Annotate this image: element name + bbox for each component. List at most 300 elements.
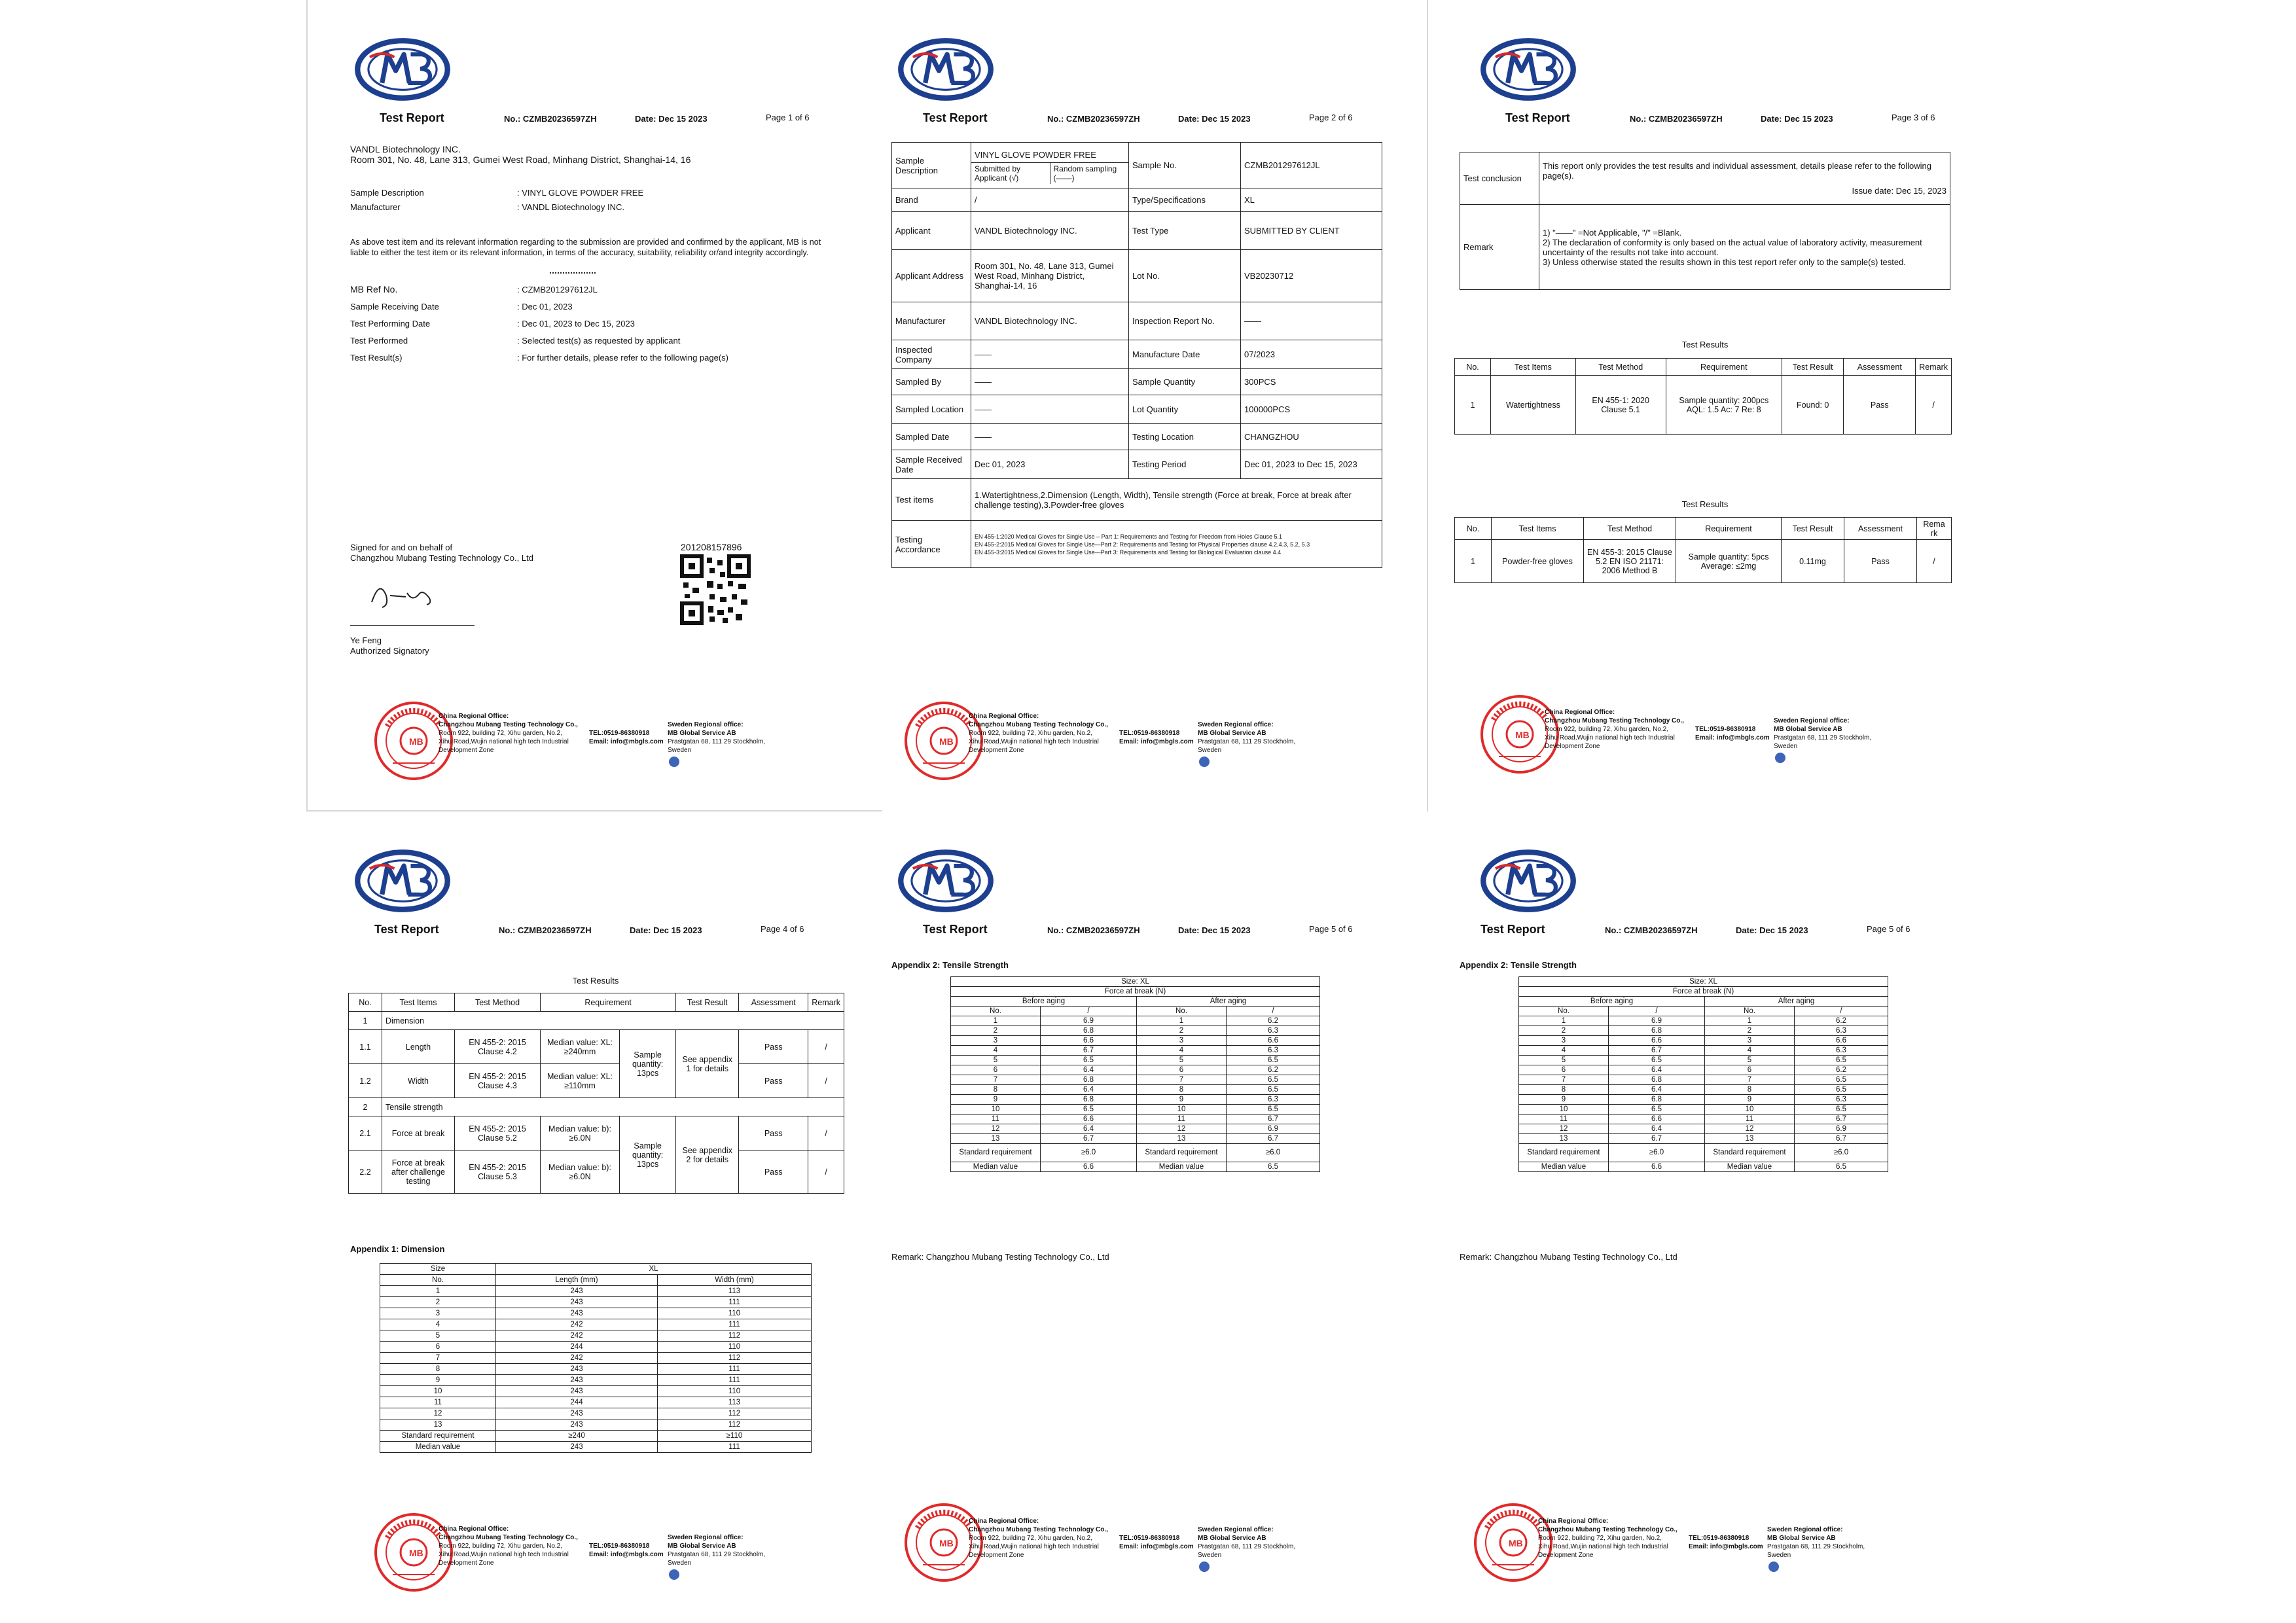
report-number: No.: CZMB20236597ZH: [1605, 925, 1698, 935]
table-cell: 6.7: [1041, 1046, 1137, 1056]
report-date: Date: Dec 15 2023: [1761, 114, 1833, 124]
table-cell: ≥6.0: [1227, 1144, 1320, 1162]
report-date: Date: Dec 15 2023: [1178, 114, 1251, 124]
table-cell: /: [808, 1064, 844, 1098]
table-row: [951, 1085, 1320, 1095]
office-email[interactable]: Email: info@mbgls.com: [1119, 1543, 1194, 1550]
table-cell: 13: [1519, 1134, 1609, 1144]
appendix-2-title: Appendix 2: Tensile Strength: [1460, 960, 1577, 970]
office-email[interactable]: Email: info@mbgls.com: [1695, 734, 1770, 741]
test-type-value: SUBMITTED BY CLIENT: [1241, 212, 1382, 250]
table-cell: 6.7: [1609, 1134, 1705, 1144]
table-cell: 113: [658, 1286, 812, 1297]
report-header: [923, 111, 1394, 131]
report-title: Test Report: [1505, 111, 1570, 124]
office-email[interactable]: Email: info@mbgls.com: [1119, 738, 1194, 745]
table-cell: 6.9: [1041, 1016, 1137, 1026]
table-row: [951, 1124, 1320, 1134]
client-address: Room 301, No. 48, Lane 313, Gumei West Road, Minhang District, Shanghai-14, 16: [350, 154, 691, 165]
table-row: [380, 1286, 812, 1297]
sampled-location-value: ——: [971, 395, 1129, 424]
office-tel: TEL:0519-86380918: [1695, 726, 1756, 733]
mb-logo-icon: [1479, 37, 1577, 102]
sample-no-value: CZMB201297612JL: [1241, 143, 1382, 188]
table-cell: 13: [951, 1134, 1041, 1144]
table-cell: /: [808, 1150, 844, 1194]
sweden-office-company: MB Global Service AB: [1198, 730, 1266, 737]
table-cell: 112: [658, 1353, 812, 1364]
table-cell: 4: [380, 1319, 496, 1330]
table-cell: 111: [658, 1375, 812, 1386]
table-cell: Length: [382, 1030, 455, 1064]
table-cell: 6: [1519, 1065, 1609, 1075]
table-cell: Watertightness: [1491, 376, 1576, 435]
table-row: [380, 1342, 812, 1353]
office-email[interactable]: Email: info@mbgls.com: [589, 738, 664, 745]
appendix-2-table: [1518, 976, 1888, 1172]
table-cell: 6.3: [1227, 1026, 1320, 1036]
report-page-1: [314, 13, 884, 805]
table-cell: See appendix 1 for details: [676, 1030, 739, 1098]
table-row: [380, 1419, 812, 1431]
applicant-address-value: Room 301, No. 48, Lane 313, Gumei West Road, Minhang District, Shanghai-14, 16: [971, 250, 1129, 302]
china-office-address: Room 922, building 72, Xihu garden, No.2,: [969, 730, 1093, 737]
page-number: Page 4 of 6: [761, 924, 804, 934]
table-cell: 6.5: [1041, 1105, 1137, 1115]
table-cell: EN 455-1: 2020 Clause 5.1: [1575, 376, 1666, 435]
table-cell: 3: [380, 1308, 496, 1319]
table-cell: 243: [496, 1442, 658, 1453]
table-cell: 6.5: [1609, 1105, 1705, 1115]
table-cell: 5: [380, 1330, 496, 1342]
table-cell: 3: [951, 1036, 1041, 1046]
china-office-company: Changzhou Mubang Testing Technology Co.,: [439, 721, 578, 728]
mb-logo-icon: [353, 37, 452, 102]
table-cell: 6.7: [1227, 1134, 1320, 1144]
table-cell: 6.5: [1795, 1085, 1888, 1095]
table-row: [380, 1375, 812, 1386]
table-cell: 4: [1705, 1046, 1795, 1056]
table-cell: 6.7: [1041, 1134, 1137, 1144]
table-cell: 6.3: [1227, 1046, 1320, 1056]
col-header: Assessment: [739, 993, 808, 1012]
globe-icon: [1768, 1561, 1779, 1572]
testing-period-value: Dec 01, 2023 to Dec 15, 2023: [1241, 450, 1382, 479]
table-cell: 7: [951, 1075, 1041, 1085]
table-cell: See appendix 2 for details: [676, 1116, 739, 1194]
table-cell: Sample quantity: 5pcs Average: ≤2mg: [1676, 540, 1782, 583]
table-cell: 6.8: [1041, 1095, 1137, 1105]
table-cell: 6: [380, 1342, 496, 1353]
table-cell: 244: [496, 1397, 658, 1408]
table-cell: 12: [1705, 1124, 1795, 1134]
table-cell: 110: [658, 1386, 812, 1397]
table-cell: Median value: b): ≥6.0N: [541, 1150, 620, 1194]
table-cell: ≥6.0: [1795, 1144, 1888, 1162]
table-cell: 6.6: [1227, 1036, 1320, 1046]
accordance-line: EN 455-3:2015 Medical Gloves for Single Use—Part 3: Requirements and Testing for Biological Evaluation clause 4.4: [975, 548, 1282, 556]
col-header: No.: [380, 1275, 496, 1286]
col-header: Rema rk: [1917, 518, 1952, 540]
table-cell: 8: [1519, 1085, 1609, 1095]
table-cell: 243: [496, 1386, 658, 1397]
table-cell: 8: [1137, 1085, 1227, 1095]
table-cell: 9: [1137, 1095, 1227, 1105]
table-cell: 1: [1519, 1016, 1609, 1026]
table-row: [951, 1036, 1320, 1046]
table-row: [951, 1016, 1320, 1026]
ref-label: MB Ref No.: [350, 284, 398, 294]
col-header: No.: [349, 993, 382, 1012]
report-title: Test Report: [923, 111, 988, 124]
page-number: Page 5 of 6: [1309, 924, 1353, 934]
report-title: Test Report: [1480, 923, 1545, 936]
china-office-address: Development Zone: [439, 747, 494, 754]
table-cell: Standard requirement: [1519, 1144, 1609, 1162]
table-cell: 6.4: [1609, 1124, 1705, 1134]
table-cell: 6.3: [1795, 1026, 1888, 1036]
brand-value: /: [971, 188, 1129, 212]
table-cell: Pass: [739, 1150, 808, 1194]
sample-description-label: Sample Description: [892, 143, 971, 188]
page-footer: [439, 712, 884, 791]
sample-quantity-label: Sample Quantity: [1129, 369, 1241, 395]
accordance-line: EN 455-1:2020 Medical Gloves for Single Use – Part 1: Requirements and Testing for Freedom from Holes Clause 5.1: [975, 533, 1283, 540]
table-row: [951, 1026, 1320, 1036]
globe-icon: [669, 757, 679, 767]
page-number: Page 5 of 6: [1867, 924, 1910, 934]
table-cell: 243: [496, 1297, 658, 1308]
table-cell: 242: [496, 1319, 658, 1330]
report-date: Date: Dec 15 2023: [635, 114, 708, 124]
table-cell: 113: [658, 1397, 812, 1408]
page-footer: [969, 1517, 1427, 1596]
table-cell: 6.7: [1795, 1134, 1888, 1144]
china-office-company: Changzhou Mubang Testing Technology Co.,: [1538, 1526, 1677, 1533]
sweden-office-address: Prastgatan 68, 111 29 Stockholm,: [1198, 738, 1296, 745]
sample-desc-value: : VINYL GLOVE POWDER FREE: [517, 188, 644, 198]
lot-quantity-value: 100000PCS: [1241, 395, 1382, 424]
test-items-label: Test items: [892, 479, 971, 521]
table-cell: Median value: b): ≥6.0N: [541, 1116, 620, 1150]
appendix-2-rows: [1519, 1016, 1888, 1144]
sweden-office-company: MB Global Service AB: [1767, 1535, 1836, 1542]
table-cell: 6.6: [1609, 1162, 1705, 1172]
sampled-by-value: ——: [971, 369, 1129, 395]
results-title: Test Results: [1681, 340, 1729, 349]
manufacturer-label: Manufacturer: [892, 302, 971, 340]
table-row: [951, 1046, 1320, 1056]
table-cell: Median value: [951, 1162, 1041, 1172]
disclaimer: As above test item and its relevant information regarding to the submission are provided and confirmed by the applicant, MB is not liable to either the test item or its relevant information, in terms of the accuracy, suitability, reliability or/and integrity accordingly.: [350, 238, 821, 257]
office-email[interactable]: Email: info@mbgls.com: [589, 1551, 664, 1558]
table-cell: 0.11mg: [1782, 540, 1844, 583]
sampled-by-label: Sampled By: [892, 369, 971, 395]
applicant-value: VANDL Biotechnology INC.: [971, 212, 1129, 250]
table-row: [1519, 1075, 1888, 1085]
report-page-3: [1440, 13, 2009, 805]
table-cell: 6.2: [1795, 1016, 1888, 1026]
report-page-4: [314, 825, 884, 1616]
table-cell: 11: [1519, 1115, 1609, 1124]
china-office-title: China Regional Office:: [1538, 1518, 1609, 1525]
table-cell: /: [808, 1116, 844, 1150]
sweden-office-address: Sweden: [668, 1560, 692, 1567]
table-row: [951, 1095, 1320, 1105]
sweden-office-address: Prastgatan 68, 111 29 Stockholm,: [1198, 1543, 1296, 1550]
table-cell: 11: [951, 1115, 1041, 1124]
table-row: [380, 1364, 812, 1375]
table-cell: Width: [382, 1064, 455, 1098]
table-cell: 6.5: [1227, 1056, 1320, 1065]
table-cell: 6.6: [1609, 1115, 1705, 1124]
table-cell: 6.9: [1795, 1124, 1888, 1134]
table-cell: 243: [496, 1419, 658, 1431]
sweden-office-title: Sweden Regional office:: [1198, 1526, 1274, 1533]
report-title: Test Report: [374, 923, 439, 936]
table-row: [951, 1105, 1320, 1115]
table-cell: 6.7: [1609, 1046, 1705, 1056]
table-cell: 5: [1519, 1056, 1609, 1065]
office-tel: TEL:0519-86380918: [589, 730, 650, 737]
table-cell: 9: [380, 1375, 496, 1386]
table-cell: 6.6: [1609, 1036, 1705, 1046]
table-cell: 8: [1705, 1085, 1795, 1095]
table-cell: Before aging: [951, 997, 1137, 1007]
table-cell: 6.4: [1609, 1085, 1705, 1095]
report-date: Date: Dec 15 2023: [630, 925, 702, 935]
page-number: Page 3 of 6: [1892, 113, 1935, 122]
table-cell: 243: [496, 1375, 658, 1386]
sweden-office-address: Prastgatan 68, 111 29 Stockholm,: [1767, 1543, 1865, 1550]
table-cell: 12: [380, 1408, 496, 1419]
conclusion-label: Test conclusion: [1460, 152, 1539, 205]
china-office-title: China Regional Office:: [1545, 709, 1615, 716]
table-row: [1519, 1134, 1888, 1144]
table-cell: Pass: [739, 1030, 808, 1064]
appendix-1-table: [380, 1263, 812, 1453]
table-row: [1519, 1046, 1888, 1056]
table-row: [1519, 1026, 1888, 1036]
table-cell: Standard requirement: [1705, 1144, 1795, 1162]
china-office-address: Room 922, building 72, Xihu garden, No.2,: [439, 730, 563, 737]
table-cell: 6.6: [1795, 1036, 1888, 1046]
table-cell: 1: [1705, 1016, 1795, 1026]
table-cell: 10: [1519, 1105, 1609, 1115]
sweden-office-title: Sweden Regional office:: [668, 721, 744, 728]
table-cell: Standard requirement: [951, 1144, 1041, 1162]
table-cell: 12: [951, 1124, 1041, 1134]
table-cell: 6.9: [1227, 1124, 1320, 1134]
table-cell: 6.4: [1041, 1065, 1137, 1075]
table-cell: EN 455-2: 2015 Clause 5.2: [455, 1116, 541, 1150]
table-cell: /: [1916, 376, 1952, 435]
china-office-company: Changzhou Mubang Testing Technology Co.,: [969, 721, 1108, 728]
col-header: Assessment: [1844, 359, 1916, 376]
ref-value: : CZMB201297612JL: [517, 285, 598, 294]
receiving-date-value: : Dec 01, 2023: [517, 302, 573, 312]
test-performed-value: : Selected test(s) as requested by applicant: [517, 336, 681, 346]
received-date-label: Sample Received Date: [892, 450, 971, 479]
table-cell: 2: [951, 1026, 1041, 1036]
table-cell: 243: [496, 1286, 658, 1297]
table-cell: Sample quantity: 13pcs: [620, 1116, 676, 1194]
table-row: [380, 1353, 812, 1364]
table-cell: 6.2: [1227, 1065, 1320, 1075]
office-email[interactable]: Email: info@mbgls.com: [1689, 1543, 1763, 1550]
table-cell: 4: [951, 1046, 1041, 1056]
table-cell: 6.5: [1609, 1056, 1705, 1065]
table-cell: 2: [380, 1297, 496, 1308]
manufacturer-label: Manufacturer: [350, 202, 401, 212]
conclusion-text: This report only provides the test results and individual assessment, details please refer to the following page(s).: [1543, 161, 1931, 181]
table-row: [1519, 1105, 1888, 1115]
table-cell: Median value: [1137, 1162, 1227, 1172]
table-cell: Median value: [1705, 1162, 1795, 1172]
china-office-address: Development Zone: [1538, 1552, 1594, 1559]
china-office-address: Xihu Road,Wujin national high tech Industrial: [439, 1551, 569, 1558]
table-cell: 6.6: [1041, 1036, 1137, 1046]
table-cell: 6.8: [1609, 1075, 1705, 1085]
report-number: No.: CZMB20236597ZH: [1047, 114, 1140, 124]
table-cell: 1: [349, 1012, 382, 1030]
report-title: Test Report: [923, 923, 988, 936]
mb-logo-icon: [897, 37, 995, 102]
table-cell: 6.5: [1227, 1162, 1320, 1172]
signature-line: [350, 625, 475, 626]
table-cell: Sample quantity: 200pcs AQL: 1.5 Ac: 7 Re: 8: [1666, 376, 1782, 435]
table-row: [951, 1115, 1320, 1124]
table-cell: Size: XL: [951, 977, 1320, 987]
china-office-address: Development Zone: [969, 1552, 1024, 1559]
table-cell: 6.6: [1041, 1162, 1137, 1172]
page-footer: [969, 712, 1427, 791]
table-cell: 6: [1137, 1065, 1227, 1075]
table-cell: 2: [349, 1098, 382, 1116]
remark-line: Remark: Changzhou Mubang Testing Technology Co., Ltd: [1460, 1252, 1677, 1262]
table-cell: /: [808, 1030, 844, 1064]
table-cell: EN 455-2: 2015 Clause 5.3: [455, 1150, 541, 1194]
col-header: /: [1795, 1007, 1888, 1016]
issue-date: Issue date: Dec 15, 2023: [1852, 186, 1946, 196]
china-office-title: China Regional Office:: [969, 1518, 1039, 1525]
page-number: Page 2 of 6: [1309, 113, 1353, 122]
dimension-tensile-table: [348, 993, 844, 1194]
report-number: No.: CZMB20236597ZH: [1630, 114, 1723, 124]
table-row: [1519, 1016, 1888, 1026]
table-cell: 110: [658, 1342, 812, 1353]
report-page-2: [857, 13, 1427, 805]
table-cell: 112: [658, 1330, 812, 1342]
table-cell: 6.4: [1041, 1124, 1137, 1134]
type-value: XL: [1241, 188, 1382, 212]
test-performed-label: Test Performed: [350, 336, 408, 346]
table-cell: 6.5: [1795, 1075, 1888, 1085]
table-cell: 2.1: [349, 1116, 382, 1150]
test-results-value: : For further details, please refer to the following page(s): [517, 353, 728, 363]
report-header: [923, 923, 1394, 942]
table-cell: 243: [496, 1408, 658, 1419]
report-date: Date: Dec 15 2023: [1178, 925, 1251, 935]
table-cell: 11: [1137, 1115, 1227, 1124]
table-cell: XL: [496, 1264, 812, 1275]
table-cell: 13: [1705, 1134, 1795, 1144]
china-office-address: Room 922, building 72, Xihu garden, No.2,: [439, 1543, 563, 1550]
table-cell: Pass: [739, 1116, 808, 1150]
sweden-office-company: MB Global Service AB: [1198, 1535, 1266, 1542]
table-cell: 2: [1519, 1026, 1609, 1036]
testing-location-value: CHANGZHOU: [1241, 424, 1382, 450]
table-cell: 6.4: [1609, 1065, 1705, 1075]
china-office-address: Development Zone: [969, 747, 1024, 754]
report-date: Date: Dec 15 2023: [1736, 925, 1808, 935]
table-cell: 1: [1455, 540, 1492, 583]
sweden-office-title: Sweden Regional office:: [668, 1534, 744, 1541]
table-cell: 4: [1519, 1046, 1609, 1056]
receiving-date-label: Sample Receiving Date: [350, 302, 439, 312]
qr-code-icon[interactable]: [679, 554, 751, 626]
results-title: Test Results: [572, 976, 619, 986]
qr-number: 201208157896: [681, 542, 742, 552]
globe-icon: [669, 1569, 679, 1580]
china-office-title: China Regional Office:: [439, 1525, 509, 1533]
table-cell: 10: [380, 1386, 496, 1397]
table-cell: 242: [496, 1353, 658, 1364]
signature-icon: [367, 576, 439, 615]
table-cell: Force at break (N): [1519, 987, 1888, 997]
china-office-address: Room 922, building 72, Xihu garden, No.2,: [969, 1535, 1093, 1542]
col-header: Test Result: [1782, 359, 1844, 376]
lot-no-value: VB20230712: [1241, 250, 1382, 302]
table-row: [380, 1297, 812, 1308]
sampled-location-label: Sampled Location: [892, 395, 971, 424]
table-cell: 7: [380, 1353, 496, 1364]
sweden-office-company: MB Global Service AB: [1774, 726, 1842, 733]
col-header: Test Method: [1584, 518, 1676, 540]
office-tel: TEL:0519-86380918: [1119, 730, 1180, 737]
table-cell: 4: [1137, 1046, 1227, 1056]
brand-label: Brand: [892, 188, 971, 212]
table-cell: Sample quantity: 13pcs: [620, 1030, 676, 1098]
report-header: [380, 111, 851, 131]
watertightness-table: [1454, 358, 1952, 435]
test-type-label: Test Type: [1129, 212, 1241, 250]
table-cell: Pass: [739, 1064, 808, 1098]
table-cell: 112: [658, 1419, 812, 1431]
table-cell: 10: [1705, 1105, 1795, 1115]
report-header: [1480, 923, 1952, 942]
china-office-company: Changzhou Mubang Testing Technology Co.,: [969, 1526, 1108, 1533]
table-cell: 5: [951, 1056, 1041, 1065]
applicant-label: Applicant: [892, 212, 971, 250]
table-cell: 6.8: [1609, 1026, 1705, 1036]
manufacture-date-value: 07/2023: [1241, 340, 1382, 369]
submitted-by-applicant: Submitted by Applicant (√): [971, 163, 1050, 184]
inspected-company-value: ——: [971, 340, 1129, 369]
table-cell: 6.6: [1041, 1115, 1137, 1124]
sweden-office-address: Prastgatan 68, 111 29 Stockholm,: [668, 738, 766, 745]
china-office-address: Development Zone: [439, 1560, 494, 1567]
page-divider: [306, 0, 308, 812]
remark-line: Remark: Changzhou Mubang Testing Technology Co., Ltd: [891, 1252, 1109, 1262]
table-cell: 10: [951, 1105, 1041, 1115]
page-footer: [1538, 1517, 2009, 1596]
page-divider: [306, 810, 882, 812]
manufacturer-value: VANDL Biotechnology INC.: [971, 302, 1129, 340]
table-cell: Median value: XL: ≥110mm: [541, 1064, 620, 1098]
appendix-2-table: [950, 976, 1320, 1172]
table-cell: 2: [1705, 1026, 1795, 1036]
